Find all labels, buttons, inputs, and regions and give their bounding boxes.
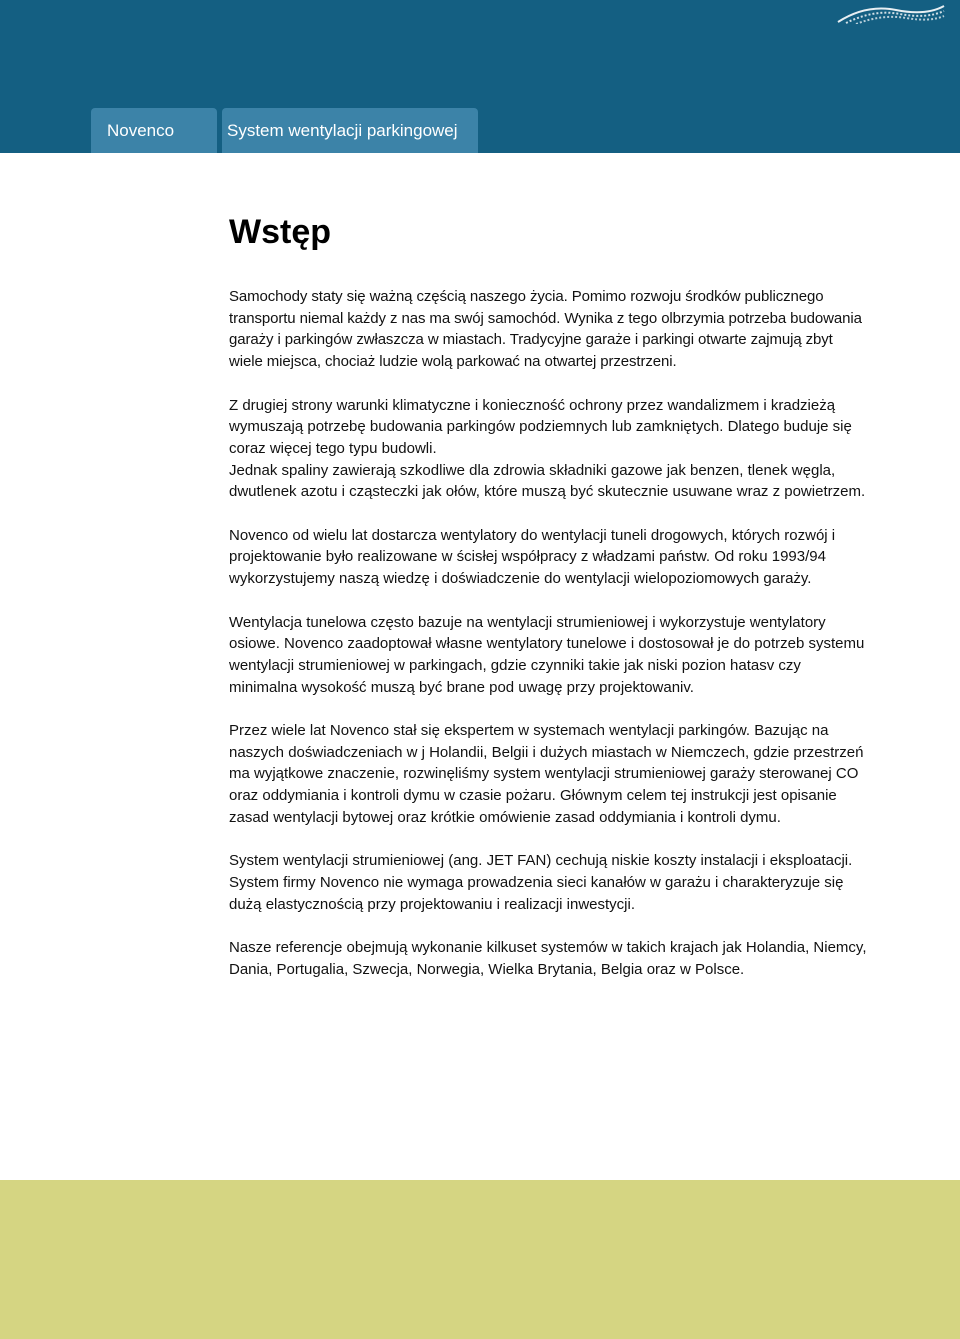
header-banner xyxy=(0,0,960,153)
paragraph-8: Nasze referencje obejmują wykonanie kilkuset systemów w takich krajach jak Holandia, Niemcy, Dania, Portugalia, Szwecja, Norwegia, Wielka Brytania, Belgia oraz w Polsce. xyxy=(229,939,867,978)
paragraph-6: Przez wiele lat Novenco stał się ekspertem w systemach wentylacji parkingów. Bazując na naszych doświadczeniach w j Holandii, Belgii i dużych miastach w Niemczech, gdzie przestrzeń ma wyjątkowe znaczenie, rozwinęliśmy system wentylacji strumieniowej garaży sterowanej CO oraz oddymiania i kontroli dymu w czasie pożaru. Głównym celem tej instrukcji jest opisanie zasad wentylacji bytowej oraz krótkie omówienie zasad oddymiania i kontroli dymu. xyxy=(229,722,864,826)
paragraph-1: Samochody staty się ważną częścią naszego życia. Pomimo rozwoju środków publicznego transportu niemal każdy z nas ma swój samochód. Wynika z tego olbrzymia potrzeba budowania garaży i parkingów zwłaszcza w miastach. Tradycyjne garaże i parkingi otwarte zajmują zbyt wiele miejsca, chociaż ludzie wolą parkować na otwartej przestrzeni. xyxy=(229,288,862,371)
footer-band xyxy=(0,1180,960,1339)
paragraph-3: Jednak spaliny zawierają szkodliwe dla zdrowia składniki gazowe jak benzen, tlenek węgla, dwutlenek azotu i cząsteczki jak ołów, które muszą być skutecznie usuwane wraz z powietrzem. xyxy=(229,461,866,501)
paragraph-2: Z drugiej strony warunki klimatyczne i konieczność ochrony przez wandalizmem i kradzieżą wymuszają potrzebę budowania parkingów podziemnych lub zamkniętych. Dlatego buduje się coraz więcej tego typu budowli. xyxy=(229,396,852,457)
document-body xyxy=(229,286,869,980)
tab-novenco[interactable]: Novenco xyxy=(91,108,217,153)
paragraph-7: System wentylacji strumieniowej (ang. JET FAN) cechują niskie koszty instalacji i eksploatacji. System firmy Novenco nie wymaga prowadzenia sieci kanałów w garażu i charakteryzuje się dużą elastycznością przy projektowaniu i realizacji inwestycji. xyxy=(229,852,853,913)
novenco-wave-logo-icon xyxy=(836,2,946,24)
page-title: Wstęp xyxy=(229,213,331,251)
tab-system-wentylacji[interactable]: System wentylacji parkingowej xyxy=(222,108,478,153)
paragraph-4: Novenco od wielu lat dostarcza wentylatory do wentylacji tuneli drogowych, których rozwój i projektowanie było realizowane w ścisłej współpracy z władzami państw. Od roku 1993/94 wykorzystujemy naszą wiedzę i doświadczenie do wentylacji wielopoziomowych garaży. xyxy=(229,526,836,588)
paragraph-5: Wentylacja tunelowa często bazuje na wentylacji strumieniowej i wykorzystuje wentylatory osiowe. Novenco zaadoptował własne wentylatory tunelowe i dostosował je do potrzeb systemu wentylacji strumieniowej w parkingach, gdzie czynniki takie jak niski pozion hatasv czy minimalna wysokość muszą być brane pod uwagę przy projektowaniv. xyxy=(229,613,865,696)
